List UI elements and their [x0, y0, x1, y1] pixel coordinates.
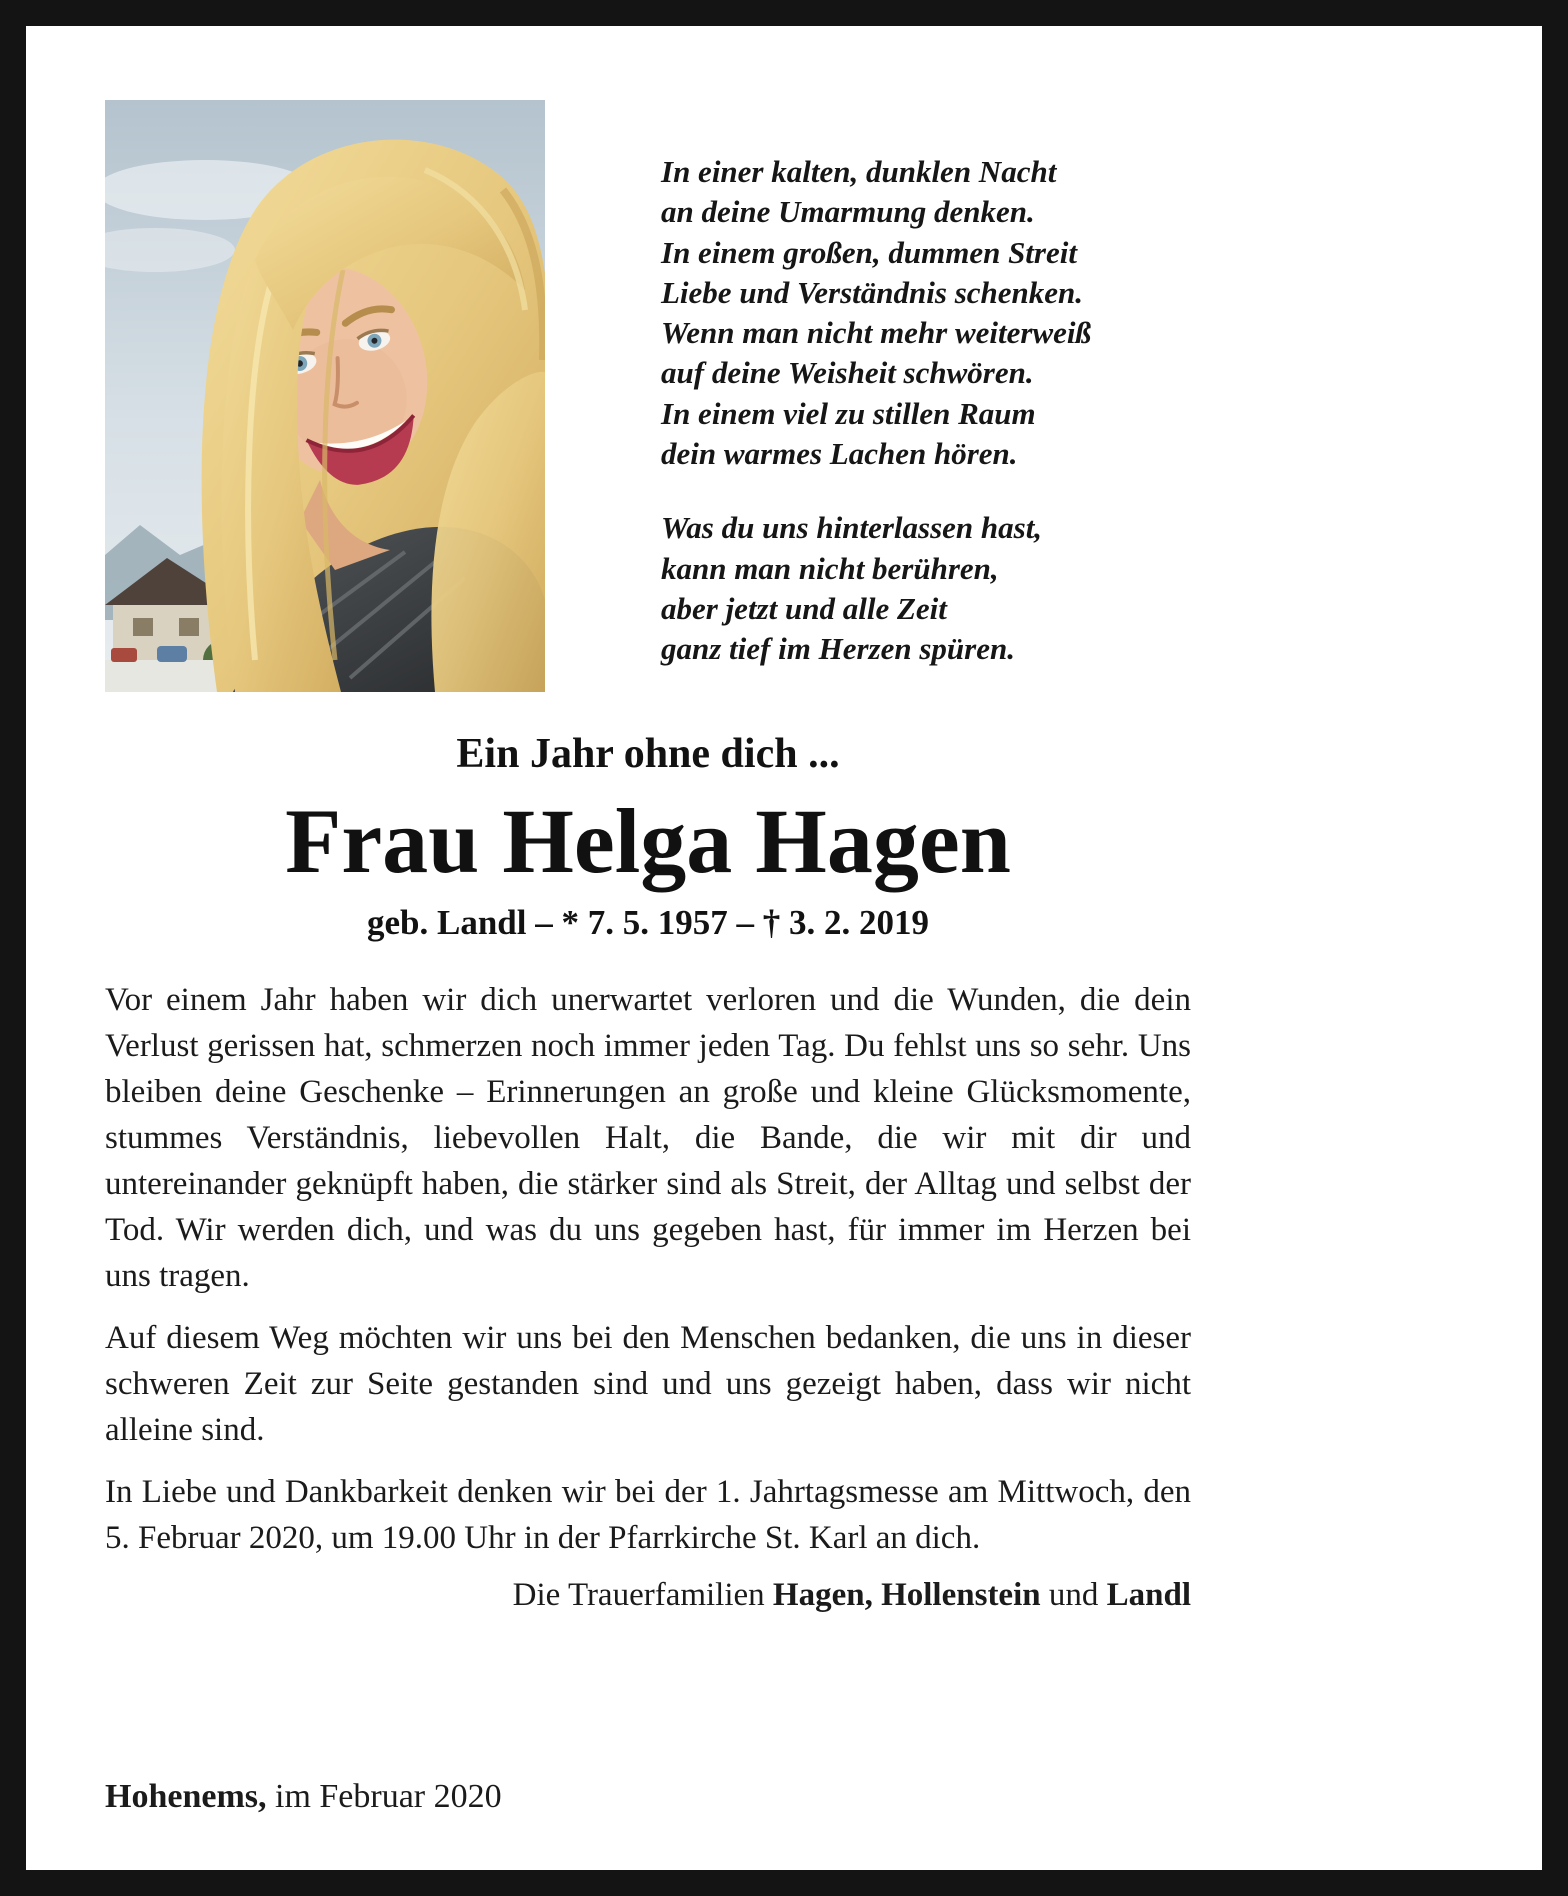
deceased-name: Frau Helga Hagen	[285, 789, 1011, 892]
poem-line: In einem großen, dummen Streit	[661, 234, 1077, 270]
memorial-text	[105, 977, 1191, 1561]
birth-death-dates: geb. Landl – * 7. 5. 1957 – † 3. 2. 2019	[367, 902, 929, 942]
content-column	[105, 100, 1191, 1614]
place-date-line	[105, 1778, 502, 1816]
place-name: Hohenems,	[105, 1778, 267, 1815]
poem-line: an deine Umarmung denken.	[661, 194, 1035, 230]
poem-line: Was du uns hinterlassen hast,	[661, 510, 1043, 546]
portrait-illustration	[105, 100, 545, 692]
memorial-paragraph-1: Vor einem Jahr haben wir dich unerwartet verloren und die Wunden, die dein Verlust gerissen hat, schmerzen noch immer jeden Tag. Du fehlst uns so sehr. Uns bleiben deine Geschenke – Erinnerungen an große und kleine Glücksmomente, stummes Verständnis, liebevollen Halt, die Bande, die wir mit dir und untereinander geknüpft haben, die stärker sind als Streit, der Alltag und selbst der Tod. Wir werden dich, und was du uns gegeben hast, für immer im Herzen bei uns tragen.	[105, 981, 1191, 1294]
lead-line: Ein Jahr ohne dich ...	[456, 730, 840, 777]
poem-line: In einem viel zu stillen Raum	[661, 395, 1036, 431]
poem-line: aber jetzt und alle Zeit	[661, 590, 947, 626]
date-text: im Februar 2020	[275, 1778, 502, 1815]
poem-line: auf deine Weisheit schwören.	[661, 355, 1034, 391]
families-line	[105, 1577, 1191, 1614]
top-row	[105, 100, 1191, 704]
poem-stanza-1	[661, 152, 1091, 474]
poem-line: Liebe und Verständnis schenken.	[661, 274, 1084, 310]
family-names-2: Landl	[1106, 1576, 1191, 1613]
poem-line: dein warmes Lachen hören.	[661, 436, 1018, 472]
poem-line: kann man nicht berühren,	[661, 550, 999, 586]
memorial-paragraph-2: Auf diesem Weg möchten wir uns bei den Menschen bedanken, die uns in dieser schweren Zeit zur Seite gestanden sind und uns gezeigt haben, dass wir nicht alleine sind.	[105, 1319, 1191, 1448]
family-names-1: Hagen, Hollenstein	[772, 1576, 1041, 1613]
poem-line: Wenn man nicht mehr weiterweiß	[661, 315, 1092, 351]
poem-stanza-2	[661, 508, 1091, 669]
memorial-poem	[661, 152, 1091, 704]
portrait-photo	[105, 100, 545, 692]
memorial-paragraph-3: In Liebe und Dankbarkeit denken wir bei der 1. Jahrtagsmesse am Mittwoch, den 5. Februar 2020, um 19.00 Uhr in der Pfarrkirche St. Karl an dich.	[105, 1473, 1191, 1556]
poem-line: In einer kalten, dunklen Nacht	[661, 154, 1057, 189]
families-connector: und	[1048, 1576, 1099, 1613]
families-prefix: Die Trauerfamilien	[512, 1576, 765, 1613]
poem-line: ganz tief im Herzen spüren.	[661, 631, 1015, 667]
